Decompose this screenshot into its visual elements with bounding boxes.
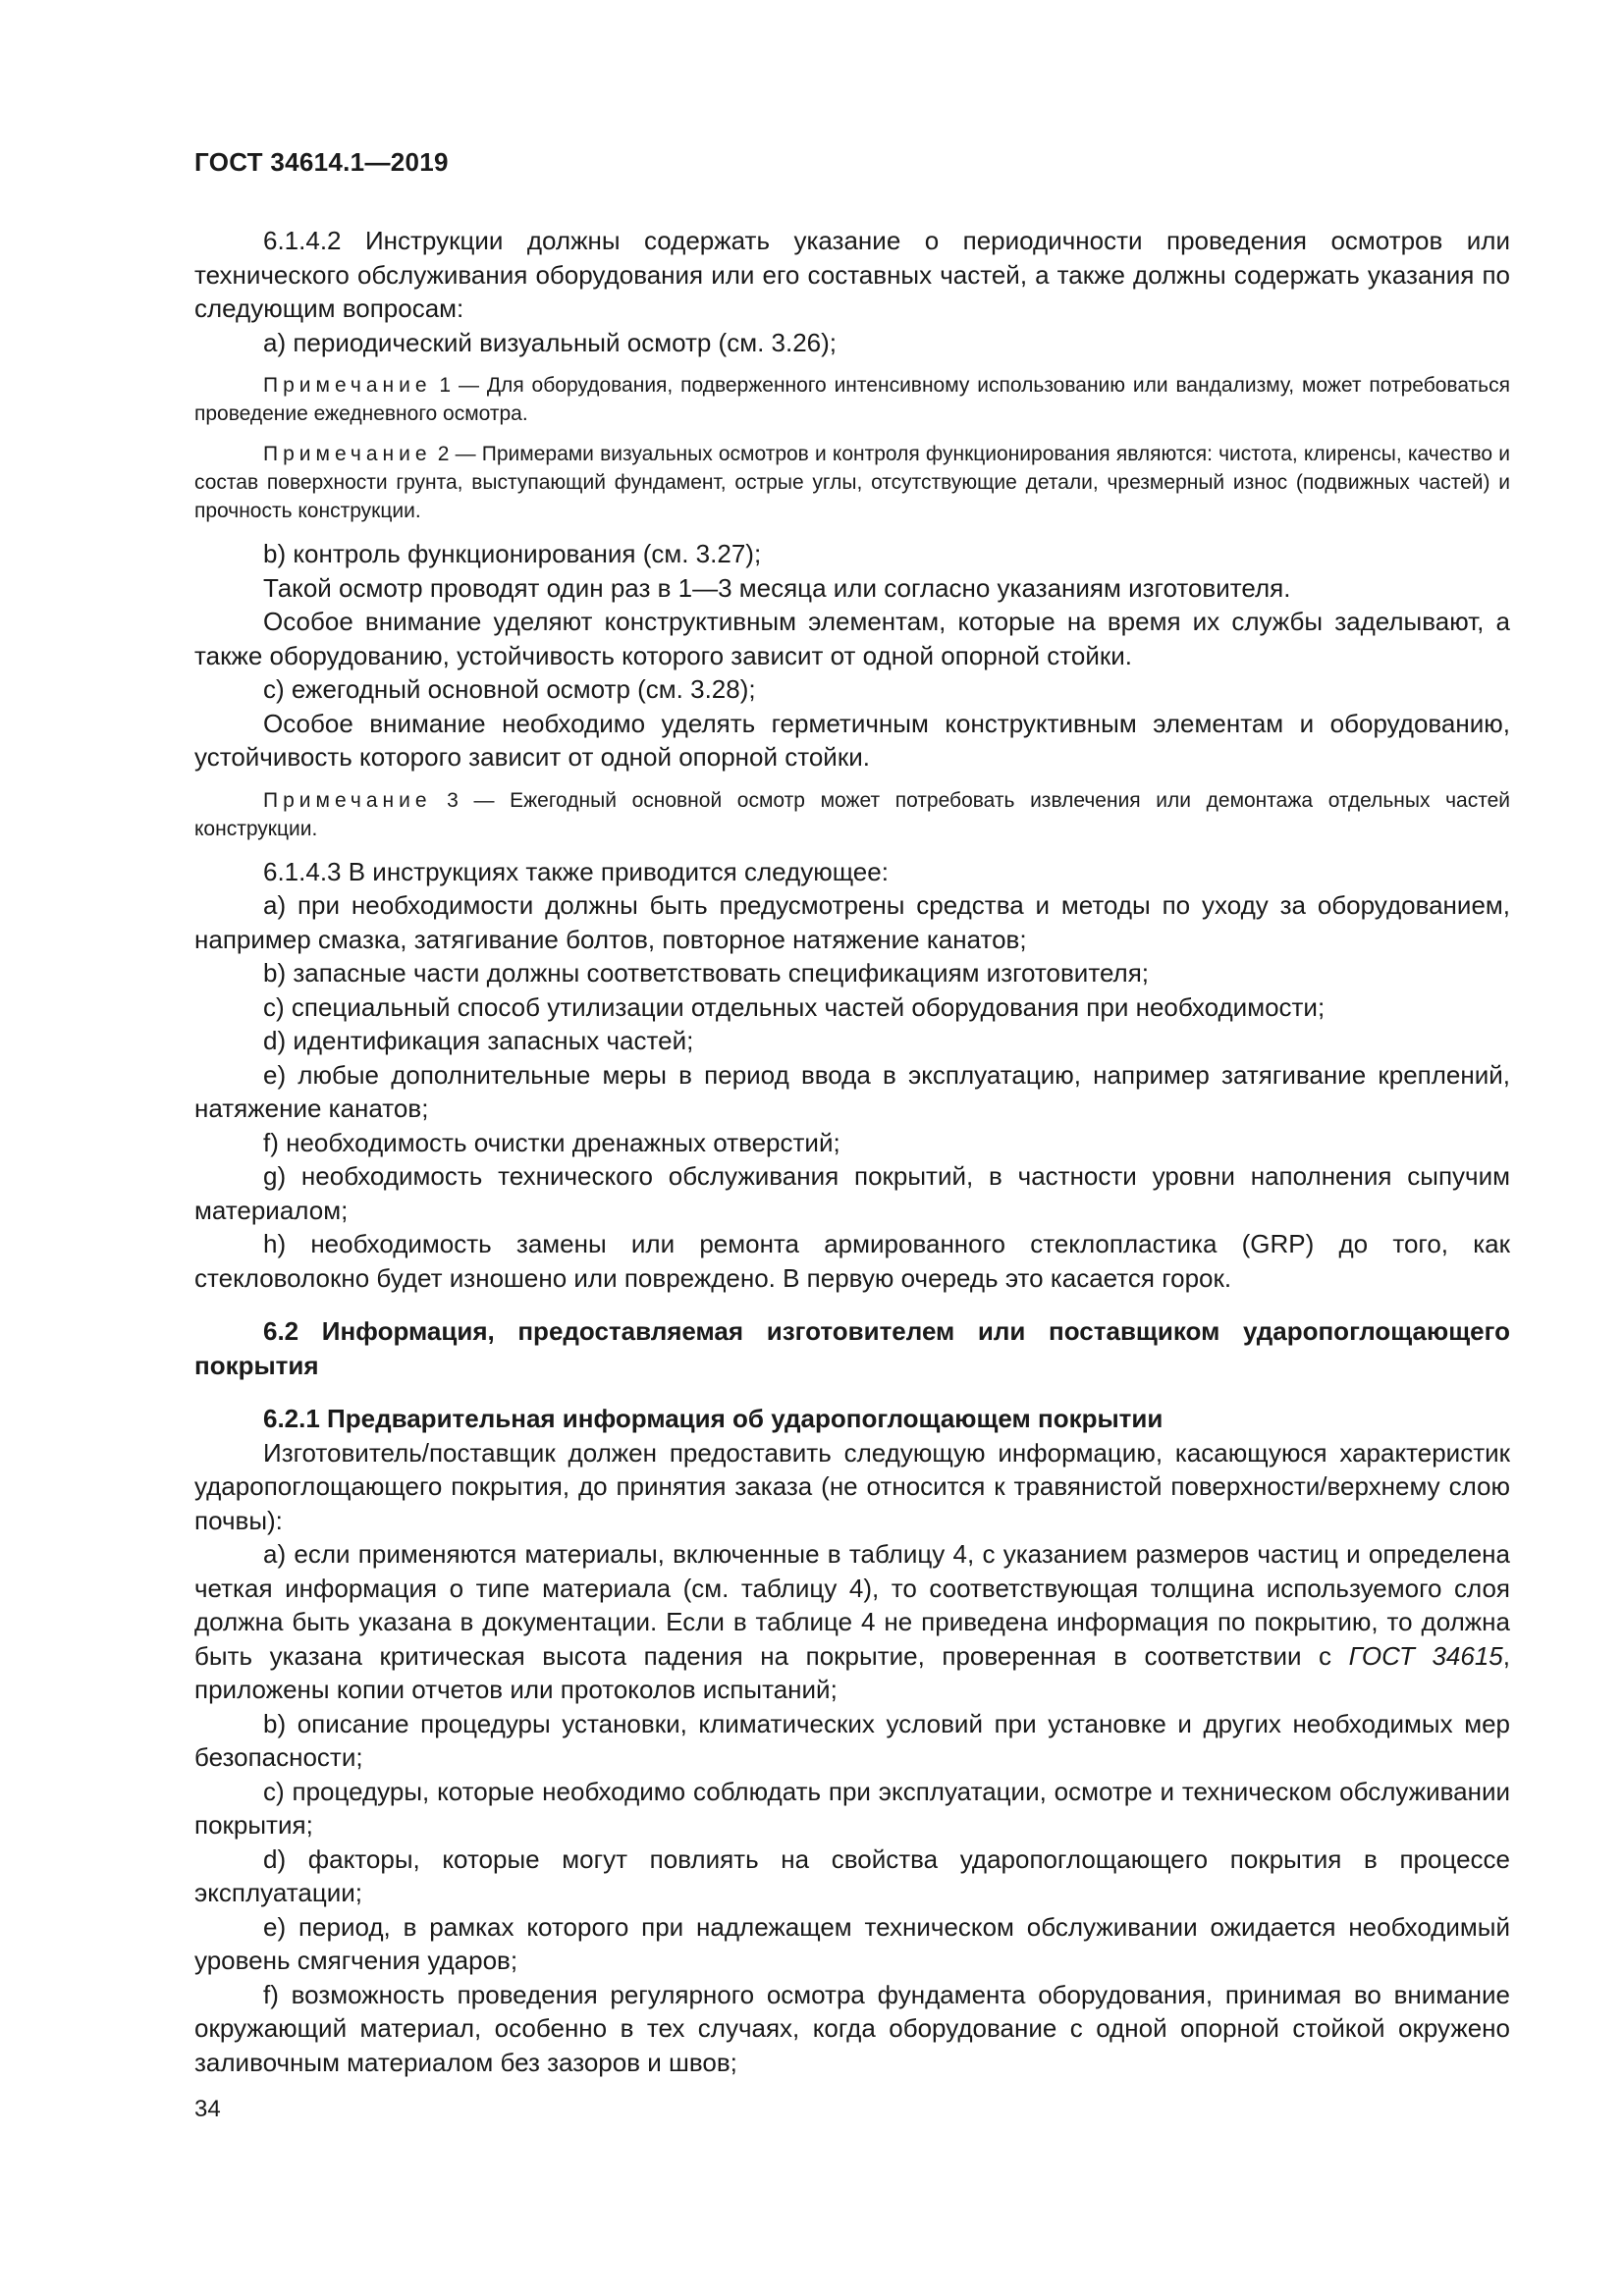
list-item-e: e) любые дополнительные меры в период ввода в эксплуатацию, например затягивание креплений, натяжение канатов; xyxy=(194,1059,1510,1123)
paragraph: Такой осмотр проводят один раз в 1—3 месяца или согласно указаниям изготовителя. xyxy=(263,572,1291,603)
list-item-g: g) необходимость технического обслуживания покрытий, в частности уровни наполнения сыпучим материалом; xyxy=(194,1161,1510,1225)
document-header: ГОСТ 34614.1—2019 xyxy=(194,147,449,177)
note-text: 3 — Ежегодный основной осмотр может потребовать извлечения или демонтажа отдельных частей конструкции. xyxy=(194,788,1510,840)
note-label: Примечание xyxy=(263,443,432,465)
subsection-heading-6-2-1: 6.2.1 Предварительная информация об ударопоглощающем покрытии xyxy=(263,1404,1164,1433)
list-item-d: d) факторы, которые могут повлиять на свойства ударопоглощающего покрытия в процессе эксплуатации; xyxy=(194,1843,1510,1907)
note-text: 1 — Для оборудования, подверженного интенсивному использованию или вандализму, может потребоваться проведение ежедневного осмотра. xyxy=(194,374,1510,425)
list-item-e: e) период, в рамках которого при надлежащем техническом обслуживании ожидается необходимый уровень смягчения ударов; xyxy=(194,1911,1510,1975)
page-number: 34 xyxy=(194,2096,221,2122)
text-part: , приложены копии отчетов или протоколов испытаний; xyxy=(194,1640,1510,1704)
note-3 xyxy=(194,786,1510,843)
note-1 xyxy=(194,371,1510,428)
note-2 xyxy=(194,440,1510,525)
list-item-f: f) необходимость очистки дренажных отверстий; xyxy=(263,1127,840,1157)
paragraph: Особое внимание уделяют конструктивным элементам, которые на время их службы заделывают, а также оборудованию, устойчивость которого зависит от одной опорной стойки. xyxy=(194,607,1510,670)
list-item-c: c) ежегодный основной осмотр (см. 3.28); xyxy=(263,674,756,704)
list-item-a: a) периодический визуальный осмотр (см. 3.26); xyxy=(263,327,838,357)
list-item-f: f) возможность проведения регулярного осмотра фундамента оборудования, принимая во внимание окружающий материал, особенно в тех случаях, когда оборудование с одной опорной стойкой окружено заливочным материалом без зазоров и швов; xyxy=(194,1979,1510,2077)
note-text: 2 — Примерами визуальных осмотров и контроля функционирования являются: чистота, клиренсы, качество и состав поверхности грунта, выступающий фундамент, острые углы, отсутствующие детали, чрезмерный износ (подвижных частей) и прочность конструкции. xyxy=(194,443,1510,522)
list-item-c: c) процедуры, которые необходимо соблюдать при эксплуатации, осмотре и техническом обслуживании покрытия; xyxy=(194,1776,1510,1840)
note-label: Примечание xyxy=(263,788,432,812)
list-item-b: b) запасные части должны соответствовать спецификациям изготовителя; xyxy=(263,958,1150,988)
paragraph: Изготовитель/поставщик должен предоставить следующую информацию, касающуюся характеристик ударопоглощающего покрытия, до принятия заказа (не относится к травянистой поверхности/верхнему слою почвы): xyxy=(194,1437,1510,1535)
list-item-a xyxy=(194,1537,1510,1707)
list-item-h: h) необходимость замены или ремонта армированного стеклопластика (GRP) до того, как стекловолокно будет изношено или повреждено. В первую очередь это касается горок. xyxy=(194,1229,1510,1293)
list-item-c: c) специальный способ утилизации отдельных частей оборудования при необходимости; xyxy=(263,991,1326,1022)
text-part: a) если применяются материалы, включенные в таблицу 4, с указанием размеров частиц и определена четкая информация о типе материала (см. таблицу 4), то соответствующая толщина используемого слоя должна быть указана в документации. Если в таблице 4 не приведена информация по покрытию, то должна быть указана критическая высота падения на покрытие, проверенная в соответствии с xyxy=(194,1539,1510,1671)
note-label: Примечание xyxy=(263,374,432,397)
section-heading-6-2: 6.2 Информация, предоставляемая изготовителем или поставщиком ударопоглощающего покрытия xyxy=(194,1316,1510,1380)
document-body xyxy=(194,224,1510,2079)
standard-reference: ГОСТ 34615 xyxy=(1348,1640,1503,1671)
list-item-a: a) при необходимости должны быть предусмотрены средства и методы по уходу за оборудованием, например смазка, затягивание болтов, повторное натяжение канатов; xyxy=(194,890,1510,954)
list-item-d: d) идентификация запасных частей; xyxy=(263,1026,694,1055)
list-item-b: b) контроль функционирования (см. 3.27); xyxy=(263,539,762,568)
list-item-b: b) описание процедуры установки, климатических условий при установке и других необходимых мер безопасности; xyxy=(194,1708,1510,1772)
paragraph-6-1-4-3: 6.1.4.3 В инструкциях также приводится следующее: xyxy=(263,856,889,886)
paragraph: Особое внимание необходимо уделять герметичным конструктивным элементам и оборудованию, устойчивость которого зависит от одной опорной стойки. xyxy=(194,708,1510,772)
paragraph-6-1-4-2: 6.1.4.2 Инструкции должны содержать указание о периодичности проведения осмотров или технического обслуживания оборудования или его составных частей, а также должны содержать указания по следующим вопросам: xyxy=(194,226,1510,323)
